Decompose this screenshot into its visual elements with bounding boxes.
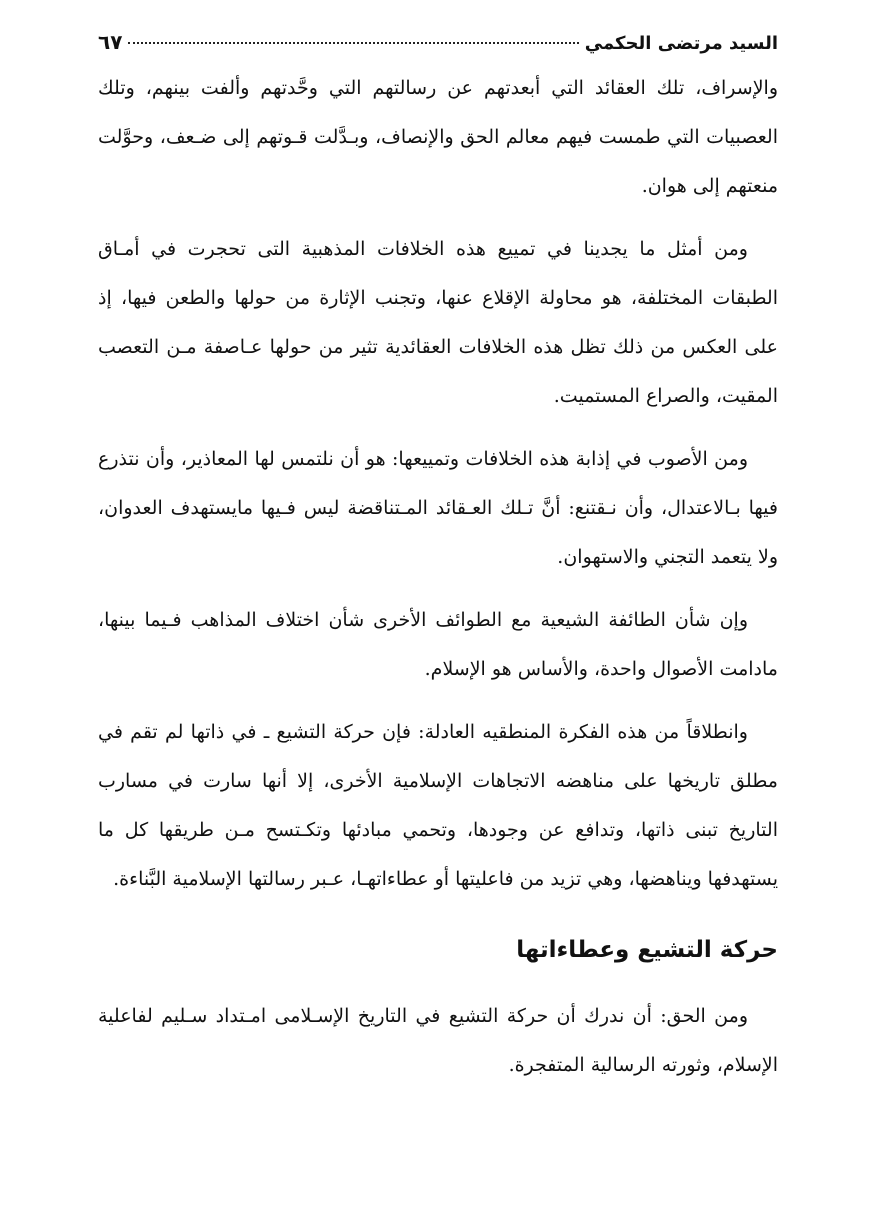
author-name: السيد مرتضى الحكمي [584, 33, 778, 54]
paragraph: ومن أمثل ما يجدينا في تمييع هذه الخلافات المذهبية التى تحجرت في أمـاق الطبقات المختلفة، هو محاولة الإقلاع عنها، وتجنب الإثارة من حولها والطعن فيها، إذ على العكس من ذلك تظل هذه الخلافات العقائدية تثير من حولها عـاصفة مـن التعصب المقيت، والصراع المستميت. [98, 238, 778, 407]
running-head [98, 30, 778, 64]
paragraph: والإسراف، تلك العقائد التي أبعدتهم عن رسالتهم التي وحَّدتهم وألفت بينهم، وتلك العصبيات التي طمست فيهم معالم الحق والإنصاف، وبـدَّلت قـوتهم إلى ضـعف، وحوَّلت منعتهم إلى هوان. [98, 77, 778, 197]
section-text [98, 992, 778, 1090]
paragraph: وانطلاقاً من هذه الفكرة المنطقيه العادلة: فإن حركة التشيع ـ في ذاتها لم تقم في مطلق تاريخها على مناهضه الاتجاهات الإسلامية الأخرى، إلا أنها سارت في مسارب التاريخ تبنى ذاتها، وتدافع عن وجودها، وتحمي مبادئها وتكـتسح مـن طريقها كل ما يستهدفها ويناهضها، وهي تزيد من فاعليتها أو عطاءاتهـا، عـبر رسالتها الإسلامية البَّناءة. [98, 721, 778, 890]
page-number: ٦٧ [98, 30, 123, 54]
body-text [98, 64, 778, 904]
dotted-leader [128, 42, 578, 44]
paragraph: ومن الحق: أن ندرك أن حركة التشيع في التاريخ الإسـلامى امـتداد سـليم لفاعلية الإسلام، وثورته الرسالية المتفجرة. [98, 1005, 778, 1076]
book-page [98, 30, 778, 1090]
paragraph: وإن شأن الطائفة الشيعية مع الطوائف الأخرى شأن اختلاف المذاهب فـيما بينها، مادامت الأصوال واحدة، والأساس هو الإسلام. [98, 609, 778, 680]
section-heading: حركة التشيع وعطاءاتها [516, 937, 778, 963]
paragraph: ومن الأصوب في إذابة هذه الخلافات وتمييعها: هو أن نلتمس لها المعاذير، وأن نتذرع فيها بـالاعتدال، وأن نـقتنع: أنَّ تـلك العـقائد المـتناقضة ليس فـيها مايستهدف العدوان، ولا يتعمد التجني والاستهوان. [98, 448, 778, 568]
